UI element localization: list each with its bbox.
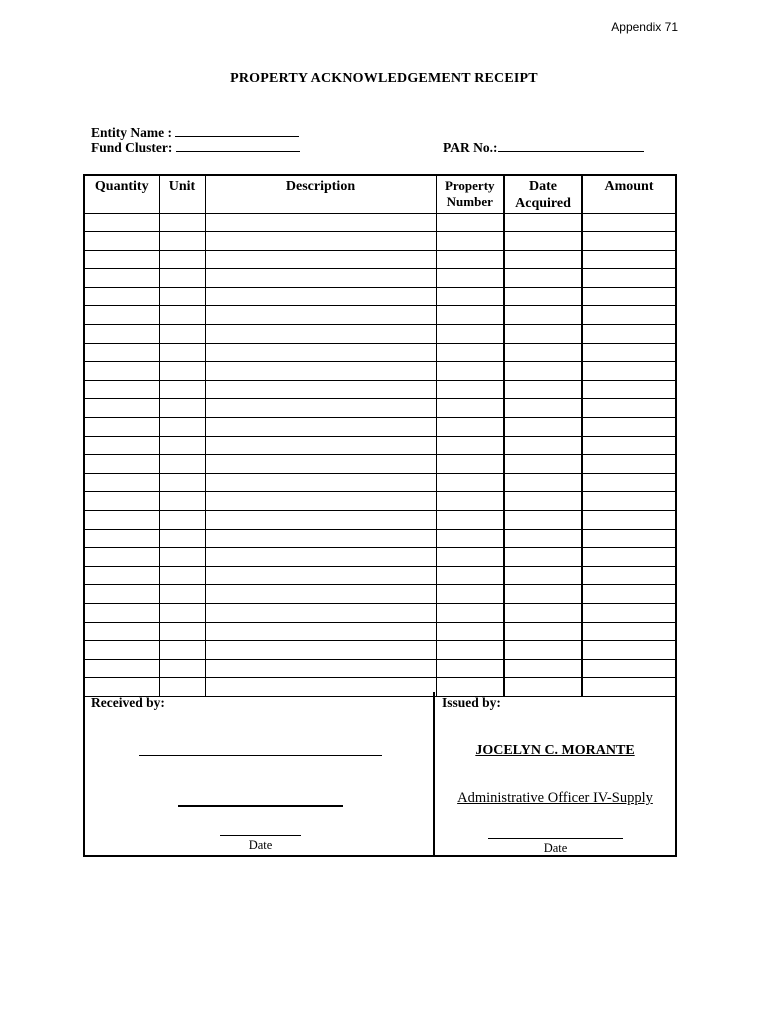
table-cell[interactable] [159, 548, 205, 567]
table-cell[interactable] [582, 399, 675, 418]
column-header-quantity: Quantity [85, 176, 159, 213]
issuer-name: JOCELYN C. MORANTE [475, 743, 635, 758]
table-cell[interactable] [582, 455, 675, 474]
column-header-description: Description [205, 176, 436, 213]
table-cell[interactable] [205, 232, 436, 251]
table-cell[interactable] [436, 659, 504, 678]
column-header-date-acquired: Date Acquired [504, 176, 582, 213]
table-cell[interactable] [205, 306, 436, 325]
table-cell[interactable] [85, 473, 159, 492]
table-row [85, 473, 675, 492]
table-cell[interactable] [436, 380, 504, 399]
table-cell[interactable] [436, 269, 504, 288]
receiver-position-line[interactable] [178, 805, 343, 807]
table-cell[interactable] [205, 343, 436, 362]
table-cell[interactable] [504, 659, 582, 678]
table-cell[interactable] [159, 659, 205, 678]
items-table [85, 176, 675, 697]
received-by-label: Received by: [91, 695, 165, 710]
entity-name-field [91, 125, 299, 141]
table-cell[interactable] [436, 585, 504, 604]
entity-name-input-line[interactable] [175, 125, 299, 137]
table-cell[interactable] [205, 659, 436, 678]
table-cell[interactable] [582, 659, 675, 678]
table-cell[interactable] [504, 213, 582, 232]
table-row [85, 659, 675, 678]
table-cell[interactable] [205, 529, 436, 548]
table-cell[interactable] [436, 529, 504, 548]
received-by-section [85, 692, 435, 855]
par-no-field [443, 140, 644, 156]
table-cell[interactable] [159, 566, 205, 585]
table-cell[interactable] [582, 603, 675, 622]
table-cell[interactable] [436, 436, 504, 455]
table-cell[interactable] [205, 603, 436, 622]
table-cell[interactable] [205, 492, 436, 511]
table-cell[interactable] [504, 399, 582, 418]
table-row [85, 232, 675, 251]
table-cell[interactable] [504, 306, 582, 325]
table-row [85, 511, 675, 530]
table-row [85, 325, 675, 344]
table-cell[interactable] [159, 399, 205, 418]
table-cell[interactable] [582, 250, 675, 269]
table-cell[interactable] [205, 399, 436, 418]
table-cell[interactable] [436, 287, 504, 306]
table-cell[interactable] [436, 511, 504, 530]
form-title: PROPERTY ACKNOWLEDGEMENT RECEIPT [230, 71, 538, 86]
table-cell[interactable] [159, 436, 205, 455]
receiver-date-line[interactable] [220, 835, 301, 836]
table-row [85, 380, 675, 399]
table-cell[interactable] [159, 269, 205, 288]
table-cell[interactable] [205, 436, 436, 455]
par-no-label: PAR No.: [443, 140, 498, 155]
table-cell[interactable] [582, 380, 675, 399]
table-cell[interactable] [85, 362, 159, 381]
table-cell[interactable] [85, 232, 159, 251]
table-cell[interactable] [504, 473, 582, 492]
table-row [85, 306, 675, 325]
table-cell[interactable] [205, 622, 436, 641]
table-cell[interactable] [205, 380, 436, 399]
table-cell[interactable] [205, 548, 436, 567]
table-cell[interactable] [436, 418, 504, 437]
table-cell[interactable] [205, 362, 436, 381]
table-cell[interactable] [205, 566, 436, 585]
table-cell[interactable] [504, 269, 582, 288]
table-cell[interactable] [85, 548, 159, 567]
table-row [85, 641, 675, 660]
table-cell[interactable] [205, 269, 436, 288]
table-cell[interactable] [582, 492, 675, 511]
table-row [85, 269, 675, 288]
table-cell[interactable] [159, 380, 205, 399]
table-cell[interactable] [205, 250, 436, 269]
table-cell[interactable] [159, 325, 205, 344]
table-cell[interactable] [159, 473, 205, 492]
table-row [85, 622, 675, 641]
table-cell[interactable] [85, 418, 159, 437]
table-cell[interactable] [85, 325, 159, 344]
table-cell[interactable] [85, 343, 159, 362]
table-row [85, 436, 675, 455]
table-cell[interactable] [205, 585, 436, 604]
table-cell[interactable] [582, 343, 675, 362]
table-cell[interactable] [205, 213, 436, 232]
table-cell[interactable] [504, 641, 582, 660]
table-cell[interactable] [85, 306, 159, 325]
table-cell[interactable] [582, 269, 675, 288]
table-cell[interactable] [85, 287, 159, 306]
table-row [85, 362, 675, 381]
table-cell[interactable] [436, 641, 504, 660]
table-cell[interactable] [504, 418, 582, 437]
table-row [85, 213, 675, 232]
table-cell[interactable] [582, 306, 675, 325]
table-cell[interactable] [582, 566, 675, 585]
table-cell[interactable] [205, 418, 436, 437]
table-row [85, 603, 675, 622]
table-row [85, 343, 675, 362]
table-cell[interactable] [205, 473, 436, 492]
table-cell[interactable] [159, 529, 205, 548]
table-cell[interactable] [504, 603, 582, 622]
fund-cluster-label: Fund Cluster: [91, 140, 173, 155]
table-cell[interactable] [436, 566, 504, 585]
table-cell[interactable] [436, 213, 504, 232]
table-cell[interactable] [582, 641, 675, 660]
signature-section [85, 692, 675, 855]
table-cell[interactable] [159, 418, 205, 437]
fund-cluster-input-line[interactable] [176, 140, 300, 152]
receipt-form [83, 174, 677, 857]
table-row [85, 566, 675, 585]
table-cell[interactable] [159, 287, 205, 306]
table-cell[interactable] [436, 306, 504, 325]
table-cell[interactable] [85, 566, 159, 585]
table-row [85, 418, 675, 437]
par-no-input-line[interactable] [498, 140, 644, 152]
fund-cluster-field [91, 140, 300, 156]
issued-by-section [435, 692, 675, 855]
table-cell[interactable] [504, 325, 582, 344]
items-table-body [85, 213, 675, 696]
table-cell[interactable] [85, 659, 159, 678]
table-row [85, 399, 675, 418]
table-cell[interactable] [504, 548, 582, 567]
table-cell[interactable] [205, 287, 436, 306]
table-cell[interactable] [582, 436, 675, 455]
table-cell[interactable] [582, 511, 675, 530]
table-cell[interactable] [85, 436, 159, 455]
table-cell[interactable] [582, 585, 675, 604]
table-cell[interactable] [504, 511, 582, 530]
table-cell[interactable] [504, 492, 582, 511]
table-cell[interactable] [159, 362, 205, 381]
table-cell[interactable] [159, 585, 205, 604]
table-cell[interactable] [582, 232, 675, 251]
table-cell[interactable] [85, 585, 159, 604]
table-cell[interactable] [205, 455, 436, 474]
table-cell[interactable] [504, 622, 582, 641]
table-cell[interactable] [582, 213, 675, 232]
table-row [85, 287, 675, 306]
table-cell[interactable] [436, 250, 504, 269]
table-row [85, 250, 675, 269]
issued-by-label: Issued by: [442, 695, 501, 710]
table-cell[interactable] [159, 232, 205, 251]
table-cell[interactable] [159, 306, 205, 325]
table-cell[interactable] [85, 622, 159, 641]
table-cell[interactable] [582, 622, 675, 641]
table-cell[interactable] [504, 232, 582, 251]
table-cell[interactable] [85, 380, 159, 399]
receiver-date-label: Date [248, 838, 273, 852]
table-cell[interactable] [504, 380, 582, 399]
table-cell[interactable] [436, 362, 504, 381]
column-header-property-number: Property Number [436, 176, 504, 213]
table-cell[interactable] [85, 603, 159, 622]
table-cell[interactable] [205, 641, 436, 660]
table-cell[interactable] [159, 641, 205, 660]
table-cell[interactable] [582, 287, 675, 306]
table-cell[interactable] [85, 492, 159, 511]
table-row [85, 585, 675, 604]
table-cell[interactable] [159, 511, 205, 530]
table-cell[interactable] [85, 641, 159, 660]
issuer-position: Administrative Officer IV-Supply [457, 790, 653, 806]
table-cell[interactable] [504, 566, 582, 585]
table-cell[interactable] [582, 529, 675, 548]
table-cell[interactable] [436, 343, 504, 362]
table-cell[interactable] [85, 529, 159, 548]
table-cell[interactable] [85, 213, 159, 232]
table-row [85, 492, 675, 511]
table-cell[interactable] [504, 436, 582, 455]
column-header-unit: Unit [159, 176, 205, 213]
table-cell[interactable] [205, 511, 436, 530]
table-cell[interactable] [436, 455, 504, 474]
table-cell[interactable] [159, 343, 205, 362]
table-cell[interactable] [159, 455, 205, 474]
table-cell[interactable] [504, 455, 582, 474]
table-cell[interactable] [582, 548, 675, 567]
table-cell[interactable] [159, 622, 205, 641]
table-row [85, 548, 675, 567]
table-header-row [85, 176, 675, 213]
table-cell[interactable] [85, 455, 159, 474]
table-cell[interactable] [582, 473, 675, 492]
issuer-date-label: Date [543, 841, 568, 855]
table-cell[interactable] [504, 362, 582, 381]
table-cell[interactable] [582, 325, 675, 344]
table-cell[interactable] [504, 529, 582, 548]
table-cell[interactable] [436, 399, 504, 418]
table-cell[interactable] [504, 287, 582, 306]
table-cell[interactable] [436, 473, 504, 492]
issuer-date-line[interactable] [488, 838, 623, 839]
table-cell[interactable] [504, 343, 582, 362]
table-cell[interactable] [436, 548, 504, 567]
appendix-label: Appendix 71 [611, 20, 678, 34]
table-cell[interactable] [85, 511, 159, 530]
table-cell[interactable] [205, 325, 436, 344]
table-cell[interactable] [436, 622, 504, 641]
table-cell[interactable] [85, 399, 159, 418]
table-cell[interactable] [436, 603, 504, 622]
table-cell[interactable] [85, 250, 159, 269]
table-cell[interactable] [85, 269, 159, 288]
table-cell[interactable] [504, 250, 582, 269]
column-header-amount: Amount [582, 176, 675, 213]
table-cell[interactable] [436, 492, 504, 511]
table-cell[interactable] [159, 492, 205, 511]
table-cell[interactable] [436, 232, 504, 251]
receiver-signature-line[interactable] [139, 755, 382, 756]
table-cell[interactable] [159, 603, 205, 622]
table-cell[interactable] [504, 585, 582, 604]
table-row [85, 529, 675, 548]
entity-name-label: Entity Name : [91, 125, 172, 140]
table-cell[interactable] [159, 250, 205, 269]
table-cell[interactable] [159, 213, 205, 232]
table-cell[interactable] [582, 418, 675, 437]
table-row [85, 455, 675, 474]
table-cell[interactable] [436, 325, 504, 344]
table-cell[interactable] [582, 362, 675, 381]
